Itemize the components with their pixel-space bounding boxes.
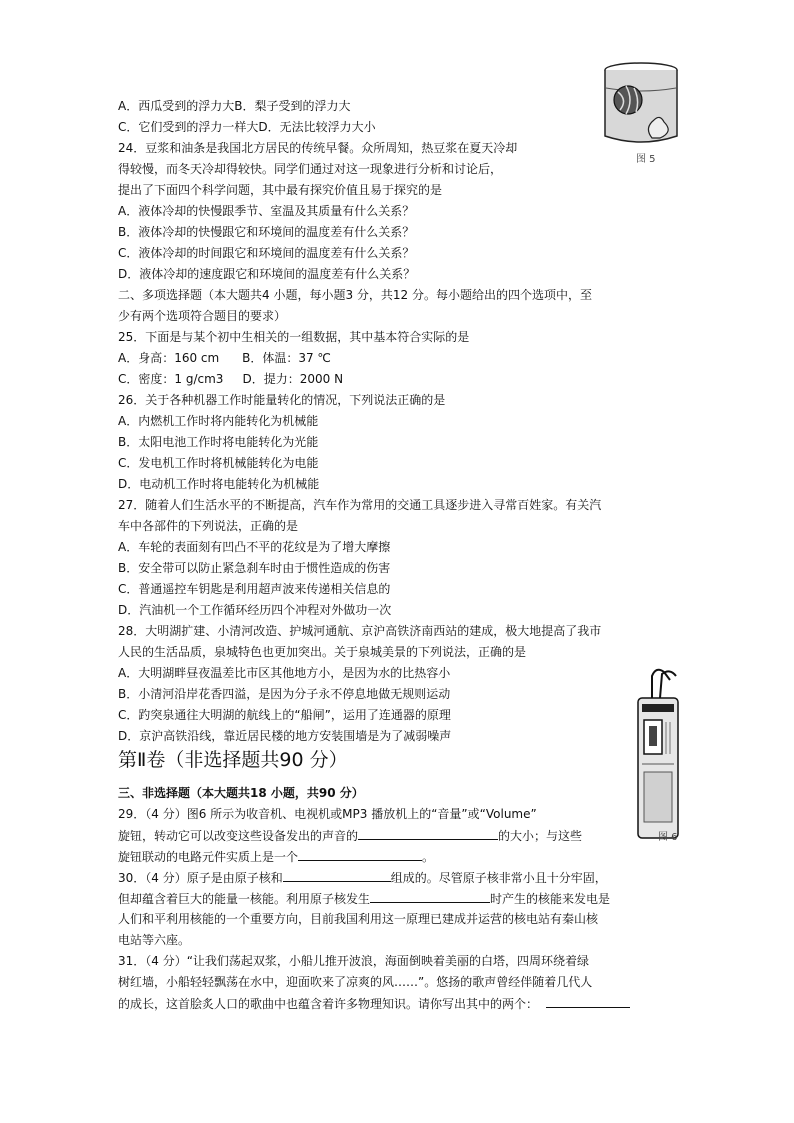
q24-stem-line2: 得较慢，而冬天冷却得较快。同学们通过对这一现象进行分析和讨论后，: [118, 162, 503, 176]
q24-option-a: A．液体冷却的快慢跟季节、室温及其质量有什么关系？: [118, 204, 415, 218]
q30-line4: 电站等六座。: [118, 933, 191, 947]
q27-option-b: B．安全带可以防止紧急刹车时由于惯性造成的伤害: [118, 561, 391, 575]
q25-stem: 25．下面是与某个初中生相关的一组数据，其中基本符合实际的是: [118, 330, 470, 344]
q29-line3-text-b: 。: [422, 850, 435, 864]
q26-option-d: D．电动机工作时将电能转化为机械能: [118, 477, 320, 491]
q30-line3: 人们和平利用核能的一个重要方向，目前我国利用这一原理已建成并运营的核电站有秦山核: [118, 912, 599, 926]
player-illustration: [630, 662, 690, 842]
q24-option-b: B．液体冷却的快慢跟它和环境间的温度差有什么关系？: [118, 225, 415, 239]
beaker-illustration: [598, 58, 684, 148]
q30-blank-2[interactable]: [370, 890, 490, 903]
q30-line2: [118, 890, 610, 907]
q31-line3-text: 的成长，这首脍炙人口的歌曲中也蕴含着许多物理知识。请你写出其中的两个：: [118, 997, 539, 1011]
section2-heading-line2: 少有两个选项符合题目的要求）: [118, 309, 287, 323]
q25-option-ab: A．身高：160 cm B．体温：37 ℃: [118, 351, 331, 365]
q30-blank-1[interactable]: [283, 869, 391, 882]
q24-stem-line1: 24．豆浆和油条是我国北方居民的传统早餐。众所周知，热豆浆在夏天冷却: [118, 141, 518, 155]
q29-line3: [118, 848, 434, 865]
q29-line2: [118, 827, 582, 844]
q29-line2-text-b: 的大小；与这些: [498, 829, 583, 843]
volume2-title: 第Ⅱ卷（非选择题共90 分）: [118, 749, 348, 771]
q28-option-c: C．趵突泉通往大明湖的航线上的“船闸”，运用了连通器的原理: [118, 708, 451, 722]
section2-heading-line1: 二、多项选择题（本大题共4 小题，每小题3 分，共12 分。每小题给出的四个选项中，至: [118, 288, 592, 302]
q29-blank-1[interactable]: [358, 827, 498, 840]
q24-option-d: D．液体冷却的速度跟它和环境间的温度差有什么关系？: [118, 267, 416, 281]
q31-line3: [118, 995, 630, 1012]
q26-option-a: A．内燃机工作时将内能转化为机械能: [118, 414, 319, 428]
q27-option-a: A．车轮的表面刻有凹凸不平的花纹是为了增大摩擦: [118, 540, 391, 554]
q26-option-b: B．太阳电池工作时将电能转化为光能: [118, 435, 319, 449]
figure-5-caption: 图 5: [636, 154, 656, 165]
q28-option-d: D．京沪高铁沿线，靠近居民楼的地方安装围墙是为了减弱噪声: [118, 729, 452, 743]
q28-stem-line1: 28．大明湖扩建、小清河改造、护城河通航、京沪高铁济南西站的建成，极大地提高了我市: [118, 624, 602, 638]
q30-line2-text-b: 时产生的核能来发电是: [490, 892, 611, 906]
q25-option-cd: C．密度：1 g/cm3 D．提力：2000 N: [118, 372, 344, 386]
q29-blank-2[interactable]: [298, 848, 422, 861]
q31-line1: 31．（4 分）“让我们荡起双浆，小船儿推开波浪，海面倒映着美丽的白塔，四周环绕着绿: [118, 954, 589, 968]
q30-line2-text-a: 但却蕴含着巨大的能量一核能。利用原子核发生: [118, 892, 371, 906]
q28-option-a: A．大明湖畔昼夜温差比市区其他地方小，是因为水的比热容小: [118, 666, 451, 680]
q30-line1-text-a: 30．（4 分）原子是由原子核和: [118, 871, 283, 885]
q28-stem-line2: 人民的生活品质，泉城特色也更加突出。关于泉城美景的下列说法，正确的是: [118, 645, 527, 659]
figure-6-player: [630, 662, 690, 842]
q27-option-c: C．普通遥控车钥匙是利用超声波来传递相关信息的: [118, 582, 391, 596]
q31-blank-1[interactable]: [546, 995, 630, 1008]
q29-line3-text-a: 旋钮联动的电路元件实质上是一个: [118, 850, 299, 864]
q27-stem-line2: 车中各部件的下列说法，正确的是: [118, 519, 299, 533]
q24-stem-line3: 提出了下面四个科学问题，其中最有探究价值且易于探究的是: [118, 183, 443, 197]
q26-option-c: C．发电机工作时将机械能转化为电能: [118, 456, 319, 470]
q24-option-c: C．液体冷却的时间跟它和环境间的温度差有什么关系？: [118, 246, 415, 260]
q26-stem: 26．关于各种机器工作时能量转化的情况，下列说法正确的是: [118, 393, 446, 407]
q31-line2: 树红墙，小船轻轻飘荡在水中，迎面吹来了凉爽的风……”。悠扬的歌声曾经伴随着几代人: [118, 975, 593, 989]
q30-line1: [118, 869, 607, 886]
q27-option-d: D．汽油机一个工作循环经历四个冲程对外做功一次: [118, 603, 392, 617]
q28-option-b: B．小清河沿岸花香四溢，是因为分子永不停息地做无规则运动: [118, 687, 451, 701]
q27-stem-line1: 27．随着人们生活水平的不断提高，汽车作为常用的交通工具逐步进入寻常百姓家。有关汽: [118, 498, 602, 512]
section3-heading: 三、非选择题（本大题共18 小题，共90 分）: [118, 786, 364, 800]
q30-line1-text-b: 组成的。尽管原子核非常小且十分牢固，: [390, 871, 607, 885]
q29-line1: 29．（4 分）图6 所示为收音机、电视机或MP3 播放机上的“音量”或“Volume”: [118, 807, 537, 821]
q23-option-ab: A．西瓜受到的浮力大B．梨子受到的浮力大: [118, 99, 351, 113]
figure-6-caption: 图 6: [658, 832, 678, 843]
q23-option-cd: C．它们受到的浮力一样大D．无法比较浮力大小: [118, 120, 376, 134]
q29-line2-text-a: 旋钮，转动它可以改变这些设备发出的声音的: [118, 829, 359, 843]
